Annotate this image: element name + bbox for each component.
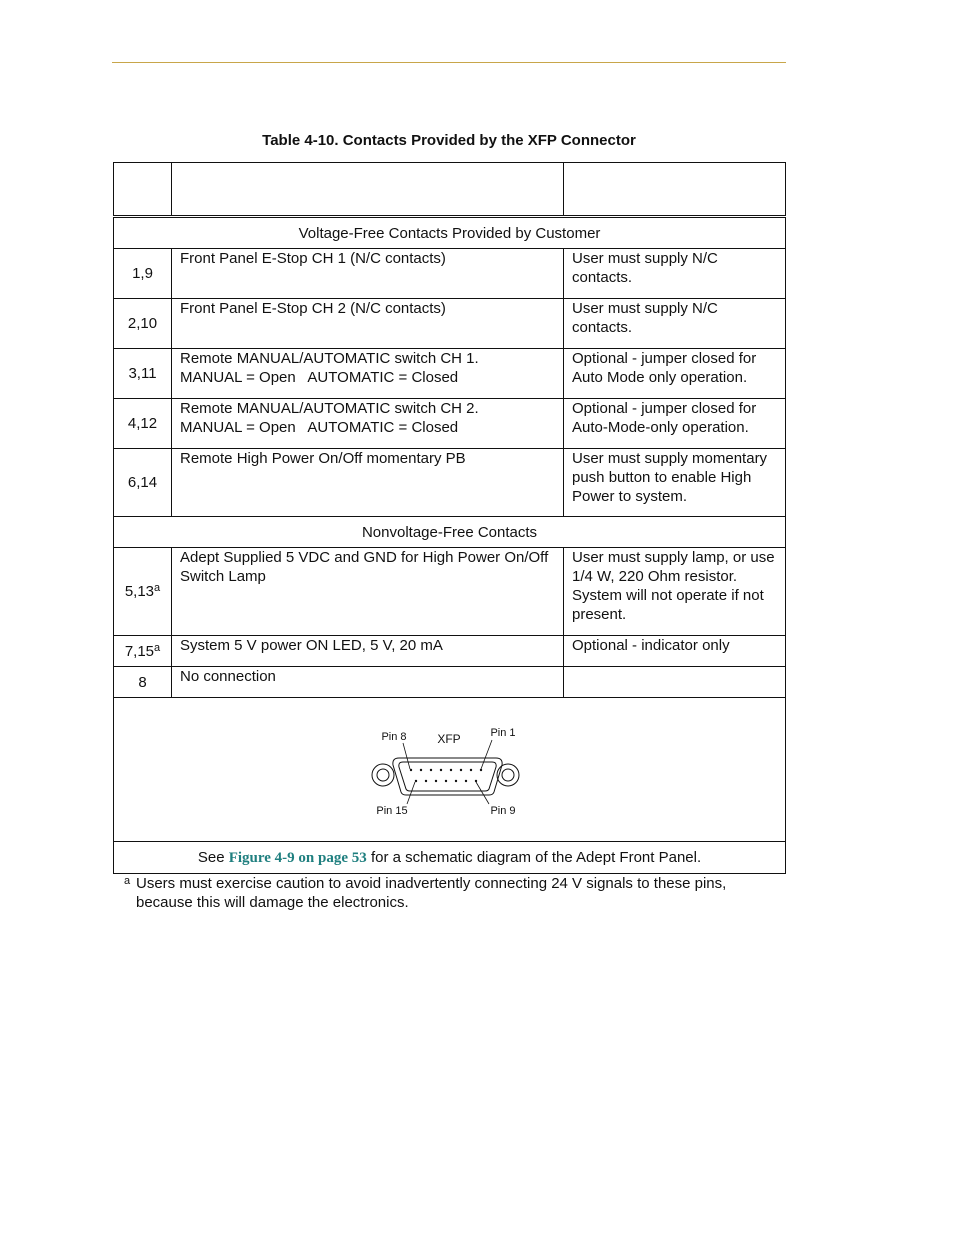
- pin-cell: 2,10: [114, 299, 172, 349]
- table-row: [114, 299, 786, 349]
- note-cell: [564, 667, 786, 698]
- description-line: Remote MANUAL/AUTOMATIC switch CH 2.: [180, 400, 479, 417]
- description-cell: System 5 V power ON LED, 5 V, 20 mA: [172, 636, 564, 667]
- table-row: [114, 249, 786, 299]
- connector-pins: [410, 769, 482, 782]
- diagram-cell: [114, 698, 786, 842]
- note-cell: User must supply N/C contacts.: [564, 249, 786, 299]
- pin8-label: Pin 8: [381, 731, 407, 743]
- pin-label: 7,15: [124, 642, 155, 660]
- table-row: [114, 636, 786, 667]
- note-cell: Optional - jumper closed for Auto Mode only operation.: [564, 349, 786, 399]
- description-cell: Front Panel E-Stop CH 2 (N/C contacts): [172, 299, 564, 349]
- description-line: MANUAL = Open AUTOMATIC = Closed: [180, 419, 459, 436]
- table-row: [114, 667, 786, 698]
- note-cell: User must supply lamp, or use 1/4 W, 220 Ohm resistor. System will not operate if not present.: [564, 548, 786, 636]
- footnote-text: Users must exercise caution to avoid inadvertently connecting 24 V signals to these pins, because this will damage the electronics.: [136, 875, 727, 911]
- table-row: [114, 399, 786, 449]
- header-cell: [172, 163, 564, 217]
- note-cell: Optional - indicator only: [564, 636, 786, 667]
- section-row-voltage-free: [114, 217, 786, 249]
- figure-link[interactable]: Figure 4-9 on page 53: [228, 849, 367, 866]
- diagram-row: [114, 698, 786, 842]
- pin-cell: 3,11: [114, 349, 172, 399]
- xfp-connector-diagram: [114, 698, 786, 836]
- footnote-marker: a: [154, 582, 161, 594]
- description-cell: No connection: [172, 667, 564, 698]
- section-row-nonvoltage-free: [114, 517, 786, 548]
- footnote-mark: a: [124, 875, 131, 887]
- footer-prefix: See: [197, 848, 225, 866]
- footnote: [124, 874, 784, 912]
- footer-suffix: for a schematic diagram of the Adept Front Panel.: [370, 848, 702, 866]
- description-cell: Front Panel E-Stop CH 1 (N/C contacts): [172, 249, 564, 299]
- description-cell: [172, 399, 564, 449]
- contacts-table: [113, 162, 786, 874]
- note-cell: Optional - jumper closed for Auto-Mode-only operation.: [564, 399, 786, 449]
- pin-cell: 1,9: [114, 249, 172, 299]
- section-label: Nonvoltage-Free Contacts: [114, 517, 786, 548]
- leader-lines: [403, 740, 492, 804]
- table-header-row: [114, 163, 786, 217]
- pin9-label: Pin 9: [490, 805, 516, 817]
- pin1-label: Pin 1: [490, 727, 516, 739]
- table-row: [114, 449, 786, 517]
- pin-cell: 8: [114, 667, 172, 698]
- pin-cell: [114, 548, 172, 636]
- pin15-label: Pin 15: [376, 805, 408, 817]
- header-rule: [112, 62, 786, 63]
- description-line: MANUAL = Open AUTOMATIC = Closed: [180, 369, 459, 386]
- note-cell: User must supply momentary push button to enable High Power to system.: [564, 449, 786, 517]
- footer-cell: [114, 842, 786, 874]
- header-cell: [114, 163, 172, 217]
- table-row: [114, 349, 786, 399]
- description-line: Remote MANUAL/AUTOMATIC switch CH 1.: [180, 350, 479, 367]
- footnote-marker: a: [154, 641, 161, 654]
- header-cell: [564, 163, 786, 217]
- note-cell: User must supply N/C contacts.: [564, 299, 786, 349]
- table-caption: Table 4-10. Contacts Provided by the XFP Connector: [262, 132, 636, 149]
- section-label: Voltage-Free Contacts Provided by Customer: [114, 217, 786, 249]
- description-cell: Adept Supplied 5 VDC and GND for High Power On/Off Switch Lamp: [172, 548, 564, 636]
- pin-cell: 6,14: [114, 449, 172, 517]
- pin-label: 5,13: [124, 583, 155, 600]
- description-cell: [172, 349, 564, 399]
- footer-row: [114, 842, 786, 874]
- table-row: [114, 548, 786, 636]
- description-cell: Remote High Power On/Off momentary PB: [172, 449, 564, 517]
- connector-shell: [372, 758, 519, 795]
- diagram-title: XFP: [437, 732, 461, 746]
- pin-cell: 4,12: [114, 399, 172, 449]
- pin-cell: [114, 636, 172, 667]
